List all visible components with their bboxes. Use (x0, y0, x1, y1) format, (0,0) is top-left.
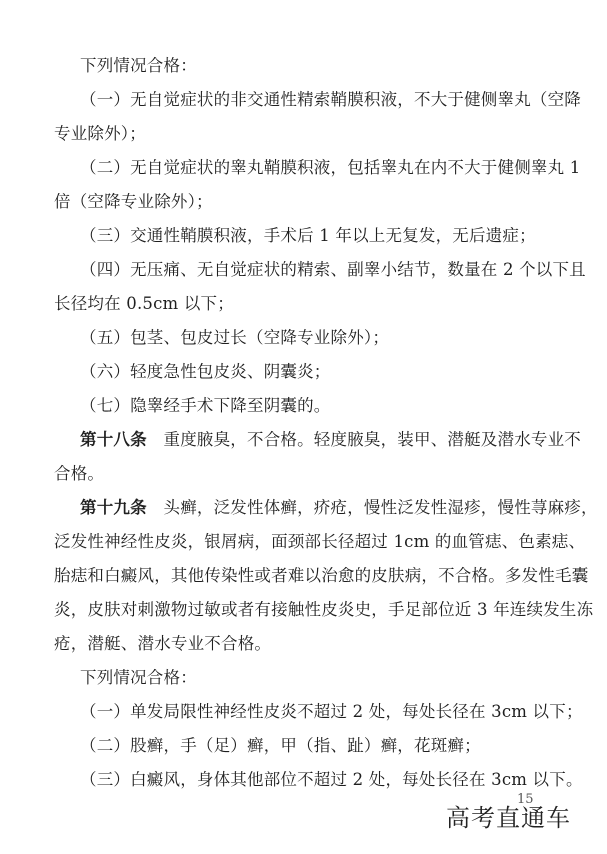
text-line (80, 770, 583, 790)
line-text: （七）隐睾经手术下降至阴囊的。 (80, 396, 331, 415)
text-line (54, 124, 146, 144)
line-text: （六）轻度急性包皮炎、阴囊炎； (80, 362, 331, 381)
text-line (80, 260, 586, 280)
text-line (80, 90, 581, 110)
line-text: （四）无压痛、无自觉症状的精索、副睾小结节，数量在 2 个以下且 (80, 260, 586, 279)
text-line (80, 226, 536, 246)
line-text: 长径均在 0.5cm 以下； (54, 294, 234, 313)
line-text: （二）股癣，手（足）癣，甲（指、趾）癣，花斑癣； (80, 736, 481, 755)
text-line (54, 192, 213, 212)
watermark-text: 高考直通车 (446, 804, 571, 832)
text-line (80, 702, 583, 722)
text-line (80, 736, 481, 756)
line-text: （二）无自觉症状的睾丸鞘膜积液，包括睾丸在内不大于健侧睾丸 1 (80, 158, 581, 177)
line-text: 下列情况合格： (80, 668, 197, 687)
text-line (80, 328, 389, 348)
line-text: 胎痣和白癜风，其他传染性或者难以治愈的皮肤病，不合格。多发性毛囊 (54, 566, 589, 585)
text-line (80, 158, 580, 178)
line-text: （一）单发局限性神经性皮炎不超过 2 处，每处长径在 3cm 以下； (80, 702, 583, 721)
text-line (54, 464, 104, 484)
line-text: （三）白癜风，身体其他部位不超过 2 处，每处长径在 3cm 以下。 (80, 770, 583, 789)
text-line (80, 396, 331, 416)
article-heading: 第十八条 (80, 430, 147, 449)
text-line (54, 634, 271, 654)
line-text: 炎，皮肤对刺激物过敏或者有接触性皮炎史，手足部位近 3 年连续发生冻 (54, 600, 594, 619)
text-line (54, 600, 593, 620)
text-line (80, 498, 598, 518)
text-line (80, 56, 197, 76)
line-text: 合格。 (54, 464, 105, 483)
line-text: （五）包茎、包皮过长（空降专业除外）； (80, 328, 390, 347)
page-number: 15 (517, 792, 534, 807)
line-text: 疮，潜艇、潜水专业不合格。 (54, 634, 272, 653)
text-line (80, 430, 581, 450)
line-text: 下列情况合格： (80, 56, 197, 75)
line-text: （三）交通性鞘膜积液，手术后 1 年以上无复发，无后遗症； (80, 226, 536, 245)
text-line (54, 566, 588, 586)
text-line (80, 668, 197, 688)
article-heading: 第十九条 (80, 498, 147, 517)
line-text: 重度腋臭，不合格。轻度腋臭，装甲、潜艇及潜水专业不 (146, 430, 582, 449)
line-text: 专业除外）； (54, 124, 146, 143)
line-text: （一）无自觉症状的非交通性精索鞘膜积液，不大于健侧睾丸（空降 (80, 90, 581, 109)
text-line (54, 532, 585, 552)
line-text: 泛发性神经性皮炎，银屑病，面颈部长径超过 1cm 的血管痣、色素痣、 (54, 532, 586, 551)
text-line (80, 362, 331, 382)
line-text: 倍（空降专业除外）； (54, 192, 213, 211)
line-text: 头癣，泛发性体癣，疥疮，慢性泛发性湿疹，慢性荨麻疹， (146, 498, 598, 517)
text-line (54, 294, 234, 314)
